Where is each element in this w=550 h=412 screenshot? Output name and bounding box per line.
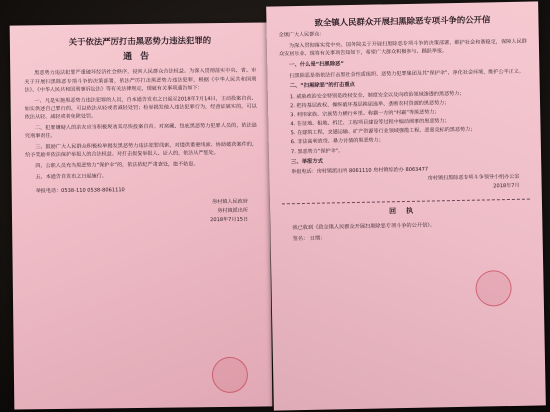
notice-contact-phone: 举报电话：0538-110 0538-8061110	[35, 187, 125, 195]
section-heading: 一、什么是“扫黑除恶”	[289, 61, 344, 69]
notice-sheet	[10, 22, 273, 409]
signature-line: 房村镇派出所	[217, 207, 248, 214]
notice-signature	[26, 197, 258, 227]
official-seal-stamp	[212, 357, 248, 393]
letter-signature	[281, 173, 529, 196]
section-item: 5. 在建筑工程、交通运输、矿产资源等行业领域强揽工程、恶意竞标的黑恶势力；	[290, 126, 476, 137]
section-heading: 二、“扫黑除恶”的打击重点	[289, 82, 355, 90]
section-item: 3. 利用家族、宗族势力横行乡里、称霸一方的“村霸”等黑恶势力；	[290, 109, 440, 119]
notice-paragraph: 一、凡是实施黑恶势力违法犯罪的人员，自本通告发布之日起至2018年7月14日，主动投案自首、如实供述自己罪行的，可以依法从轻或者减轻处罚；检举揭发他人违法犯罪行为，经查证属实的，可以依法从轻、减轻或者免除处罚。	[24, 95, 257, 121]
report-phone: 举报电话：房村镇派出所 8061110 房村镇综治办 8063477	[291, 166, 429, 176]
letter-title: 致全镇人民群众开展扫黑除恶专项斗争的公开信	[314, 14, 491, 28]
notice-paragraph: 三、鼓励广大人民群众积极检举揭发黑恶势力违法犯罪线索，对提供重要线索、协助破获案件的，给予奖励并依法保护举报人的合法权益。对打击报复举报人、证人的，依法从严惩处。	[25, 141, 258, 159]
notice-body	[24, 67, 257, 181]
receipt-title: 回执	[389, 206, 424, 216]
signature-line: 房村镇人民政府	[212, 198, 248, 205]
open-letter-sheet	[266, 1, 546, 410]
notice-paragraph: 黑恶势力违法犯罪严重破坏经济社会秩序，侵害人民群众合法权益。为深入贯彻落实中央、省、市关于开展扫黑除恶专项斗争的决策部署，依法严厉打击黑恶势力违法犯罪，根据《中华人民共和国刑法》、《中华人民共和国刑事诉讼法》等有关法律规定，现就有关事项通告如下：	[24, 67, 257, 94]
section-item: 6. 非法高利放贷、暴力讨债的黑恶势力；	[290, 137, 384, 146]
signature-line: 房村镇扫黑除恶专项斗争领导小组办公室	[427, 174, 520, 182]
signature-date: 2018年7月15日	[210, 216, 249, 223]
letter-paragraph: 为深入贯彻落实党中央、国务院关于开展扫黑除恶专项斗争的决策部署，维护社会和谐稳定，保障人民群众安居乐业，现将有关事项告知如下，希望广大群众积极参与、踊跃举报。	[279, 38, 527, 58]
section-heading: 三、举报方式	[291, 158, 323, 165]
section-item: 2. 把持基层政权、操纵破坏基层换届选举、垄断农村资源的黑恶势力；	[290, 100, 450, 110]
receipt-statement: 我已收到《致全镇人民群众开展扫黑除恶专项斗争的公开信》。	[292, 222, 436, 232]
notice-paragraph: 五、本通告自发布之日起施行。	[35, 173, 107, 180]
section-item: 1. 威胁政治安全特别是政权安全、制度安全以及向政治领域渗透的黑恶势力；	[289, 90, 465, 100]
section-item: 4. 在征地、租地、拆迁、工程项目建设等过程中煽动闹事的黑恶势力；	[290, 118, 450, 128]
official-seal-stamp	[475, 270, 512, 307]
notice-paragraph: 四、公职人员充当黑恶势力“保护伞”的，依法依纪严肃查处，绝不姑息。	[35, 161, 199, 170]
section-item: 7. 黑恶势力“保护伞”。	[290, 147, 344, 155]
notice-subtitle: 通告	[122, 52, 158, 63]
letter-salutation: 全镇广大人民群众：	[278, 31, 325, 39]
notice-title: 关于依法严厉打击黑恶势力违法犯罪的	[68, 35, 212, 47]
signature-date: 2018年7月	[493, 183, 520, 190]
notice-paragraph: 二、犯罪嫌疑人的亲友应当积极规劝其尽快投案自首。对窝藏、包庇黑恶势力犯罪人员的，依法追究刑事责任。	[24, 122, 257, 140]
receipt-signature-field: 签名： 日期：	[292, 235, 326, 242]
section-item: 扫黑除恶是指依法打击黑社会性质组织、恶势力犯罪集团及其“保护伞”，净化社会环境，维护公平正义。	[289, 68, 524, 79]
